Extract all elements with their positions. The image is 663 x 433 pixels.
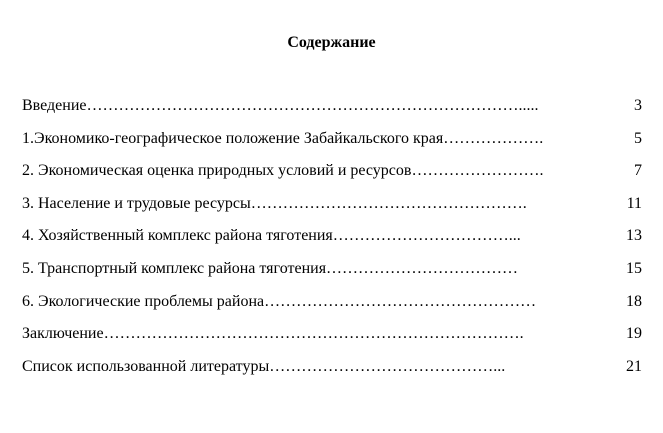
toc-entry-text: 3. Население и трудовые ресурсы……………………………………………. — [22, 194, 527, 212]
toc-entry-page: 3 — [634, 97, 642, 114]
page-title: Содержание — [287, 34, 376, 51]
toc-entry-economic-complex — [22, 226, 642, 259]
toc-entry-natural-resources — [22, 161, 642, 194]
toc-entry-text: 5. Транспортный комплекс района тяготения……………………………… — [22, 259, 519, 277]
table-of-contents — [22, 96, 642, 389]
toc-entry-introduction — [22, 96, 642, 129]
toc-entry-text: 6. Экологические проблемы района…………………………………………… — [22, 292, 537, 310]
toc-entry-population — [22, 194, 642, 227]
toc-entry-ecological-problems — [22, 292, 642, 325]
toc-entry-page: 5 — [634, 129, 642, 147]
toc-entry-text: Введение………………………………………………………………………..... — [22, 97, 539, 114]
toc-entry-text: Список использованной литературы……………………………………... — [22, 357, 506, 375]
toc-entry-text: 1.Экономико-географическое положение Забайкальского края………………. — [22, 129, 544, 147]
toc-entry-page: 15 — [626, 259, 642, 277]
toc-entry-geographic-position — [22, 129, 642, 162]
toc-entry-page: 7 — [634, 162, 642, 180]
toc-entry-text: Заключение……………………………………………………………………. — [22, 325, 524, 343]
toc-entry-page: 13 — [626, 227, 642, 245]
toc-entry-text: 4. Хозяйственный комплекс района тяготения……………………………... — [22, 227, 521, 245]
toc-entry-conclusion — [22, 324, 642, 357]
toc-entry-bibliography — [22, 357, 642, 390]
toc-entry-page: 21 — [626, 357, 642, 375]
toc-entry-page: 11 — [626, 194, 642, 212]
toc-entry-transport-complex — [22, 259, 642, 292]
toc-entry-text: 2. Экономическая оценка природных условий и ресурсов……………………. — [22, 162, 544, 180]
toc-entry-page: 19 — [626, 325, 642, 343]
toc-entry-page: 18 — [626, 292, 642, 310]
